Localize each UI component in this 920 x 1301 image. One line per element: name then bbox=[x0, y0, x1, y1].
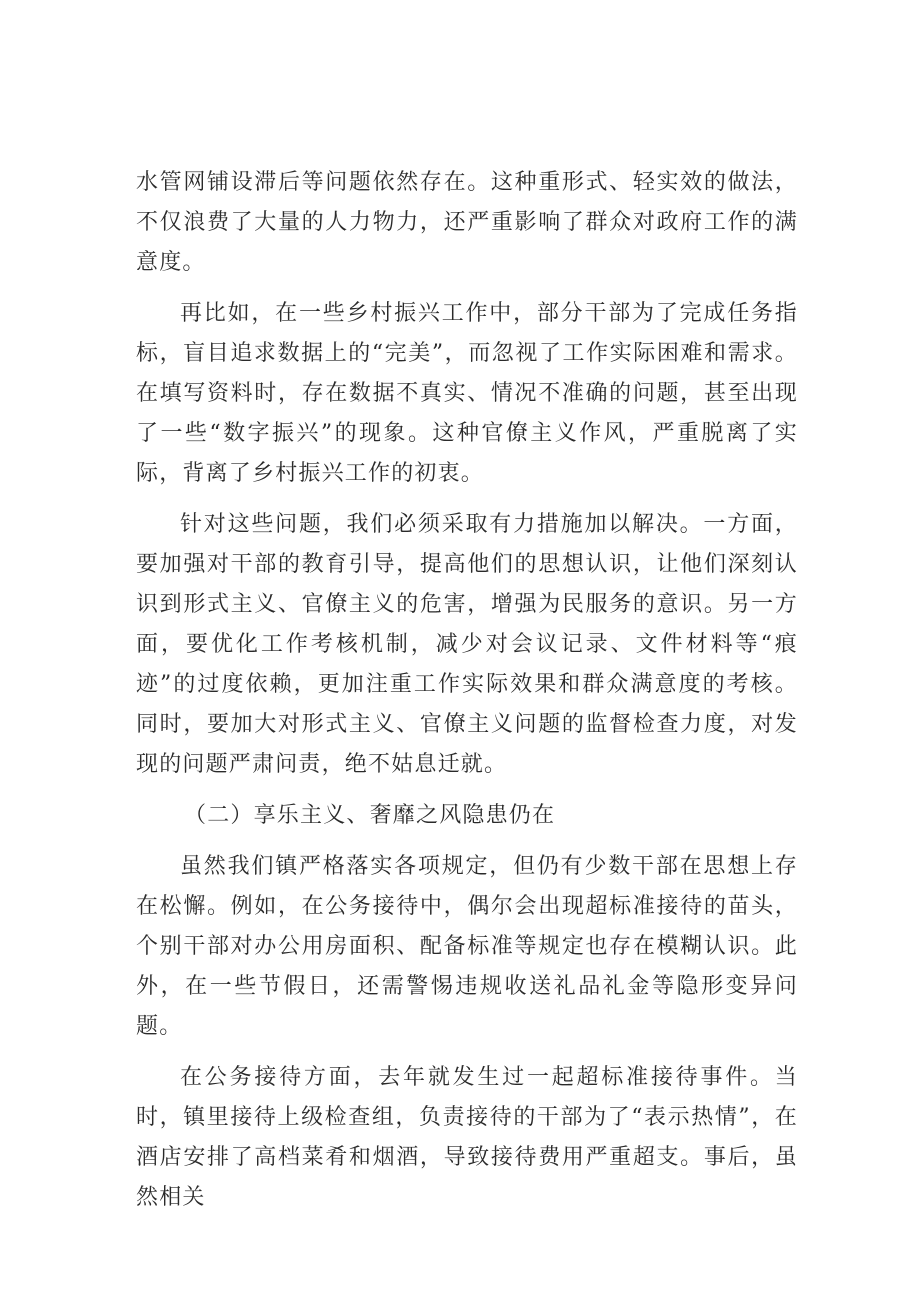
paragraph-hedonism-risks: 虽然我们镇严格落实各项规定，但仍有少数干部在思想上存在松懈。例如，在公务接待中，偶尔会出现超标准接待的苗头，个别干部对办公用房面积、配备标准等规定也存在模糊认识。此外，在一些节假日，还需警惕违规收送礼品礼金等隐形变异问题。 bbox=[136, 854, 798, 1039]
paragraph-rural-revitalization: 再比如，在一些乡村振兴工作中，部分干部为了完成任务指标，盲目追求数据上的“完美”，而忽视了工作实际困难和需求。在填写资料时，存在数据不真实、情况不准确的问题，甚至出现了一些“数字振兴”的现象。这种官僚主义作风，严重脱离了实际，背离了乡村振兴工作的初衷。 bbox=[136, 301, 798, 486]
paragraph-measures: 针对这些问题，我们必须采取有力措施加以解决。一方面，要加强对干部的教育引导，提高他们的思想认识，让他们深刻认识到形式主义、官僚主义的危害，增强为民服务的意识。另一方面，要优化工作考核机制，减少对会议记录、文件材料等“痕迹”的过度依赖，更加注重工作实际效果和群众满意度的考核。同时，要加大对形式主义、官僚主义问题的监督检查力度，对发现的问题严肃问责，绝不姑息迁就。 bbox=[136, 512, 798, 777]
section-heading: （二）享乐主义、奢靡之风隐患仍在 bbox=[184, 803, 556, 828]
document-body bbox=[136, 163, 798, 1229]
paragraph-official-reception: 在公务接待方面，去年就发生过一起超标准接待事件。当时，镇里接待上级检查组，负责接待的干部为了“表示热情”，在酒店安排了高档菜肴和烟酒，导致接待费用严重超支。事后，虽然相关 bbox=[136, 1065, 798, 1210]
paragraph-continuation: 水管网铺设滞后等问题依然存在。这种重形式、轻实效的做法，不仅浪费了大量的人力物力，还严重影响了群众对政府工作的满意度。 bbox=[136, 170, 798, 275]
